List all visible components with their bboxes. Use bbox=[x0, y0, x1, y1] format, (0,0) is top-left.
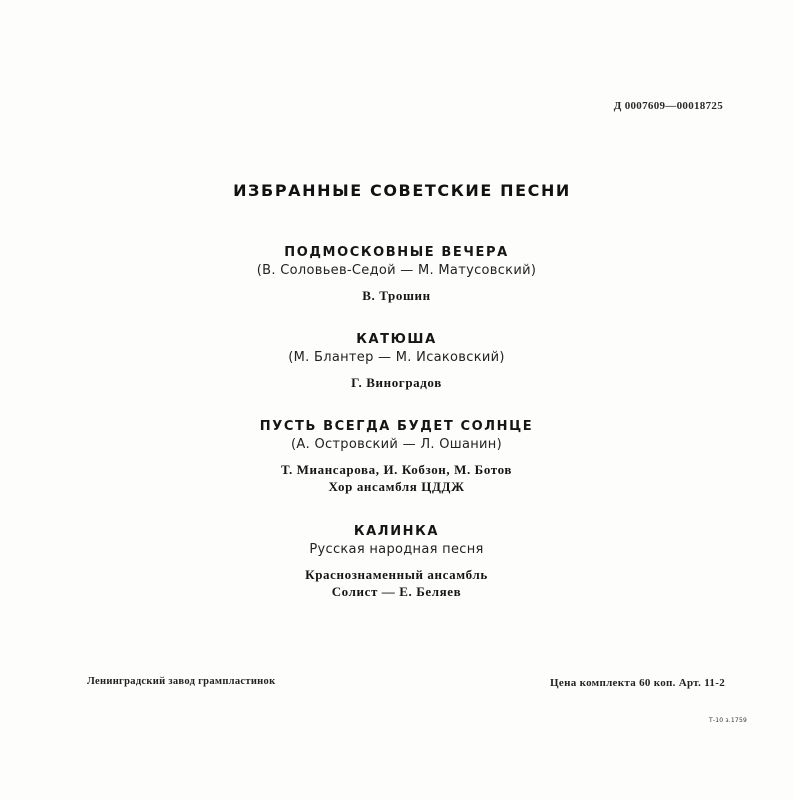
track-performers bbox=[0, 461, 793, 495]
track-title: ПОДМОСКОВНЫЕ ВЕЧЕРА bbox=[284, 245, 509, 260]
track-2 bbox=[0, 331, 793, 391]
price-and-article: Цена комплекта 60 коп. Арт. 11-2 bbox=[550, 677, 725, 689]
track-1 bbox=[0, 244, 793, 304]
print-code: Т-10 з.1759 bbox=[709, 717, 747, 724]
manufacturer: Ленинградский завод грампластинок bbox=[87, 676, 276, 687]
performer-line: В. Трошин bbox=[362, 288, 431, 303]
track-performers bbox=[0, 566, 793, 600]
track-title: КАТЮША bbox=[356, 332, 437, 347]
catalog-number: Д 0007609—00018725 bbox=[613, 100, 723, 112]
album-title: ИЗБРАННЫЕ СОВЕТСКИЕ ПЕСНИ bbox=[233, 181, 571, 200]
track-title: ПУСТЬ ВСЕГДА БУДЕТ СОЛНЦЕ bbox=[259, 419, 534, 434]
performer-line: Г. Виноградов bbox=[351, 375, 442, 390]
track-performers bbox=[0, 287, 793, 304]
performer-line: Солист — Е. Беляев bbox=[331, 584, 462, 599]
track-authors: (А. Островский — Л. Ошанин) bbox=[291, 437, 502, 452]
track-authors: Русская народная песня bbox=[309, 542, 484, 557]
performer-line: Краснознаменный ансамбль bbox=[305, 567, 488, 582]
performer-line: Хор ансамбля ЦДДЖ bbox=[328, 479, 465, 494]
track-title: КАЛИНКА bbox=[353, 524, 440, 539]
track-authors: (М. Блантер — М. Исаковский) bbox=[288, 350, 505, 365]
track-performers bbox=[0, 374, 793, 391]
performer-line: Т. Миансарова, И. Кобзон, М. Ботов bbox=[280, 462, 512, 477]
track-authors: (В. Соловьев-Седой — М. Матусовский) bbox=[256, 263, 537, 278]
track-3 bbox=[0, 418, 793, 495]
track-4 bbox=[0, 523, 793, 600]
